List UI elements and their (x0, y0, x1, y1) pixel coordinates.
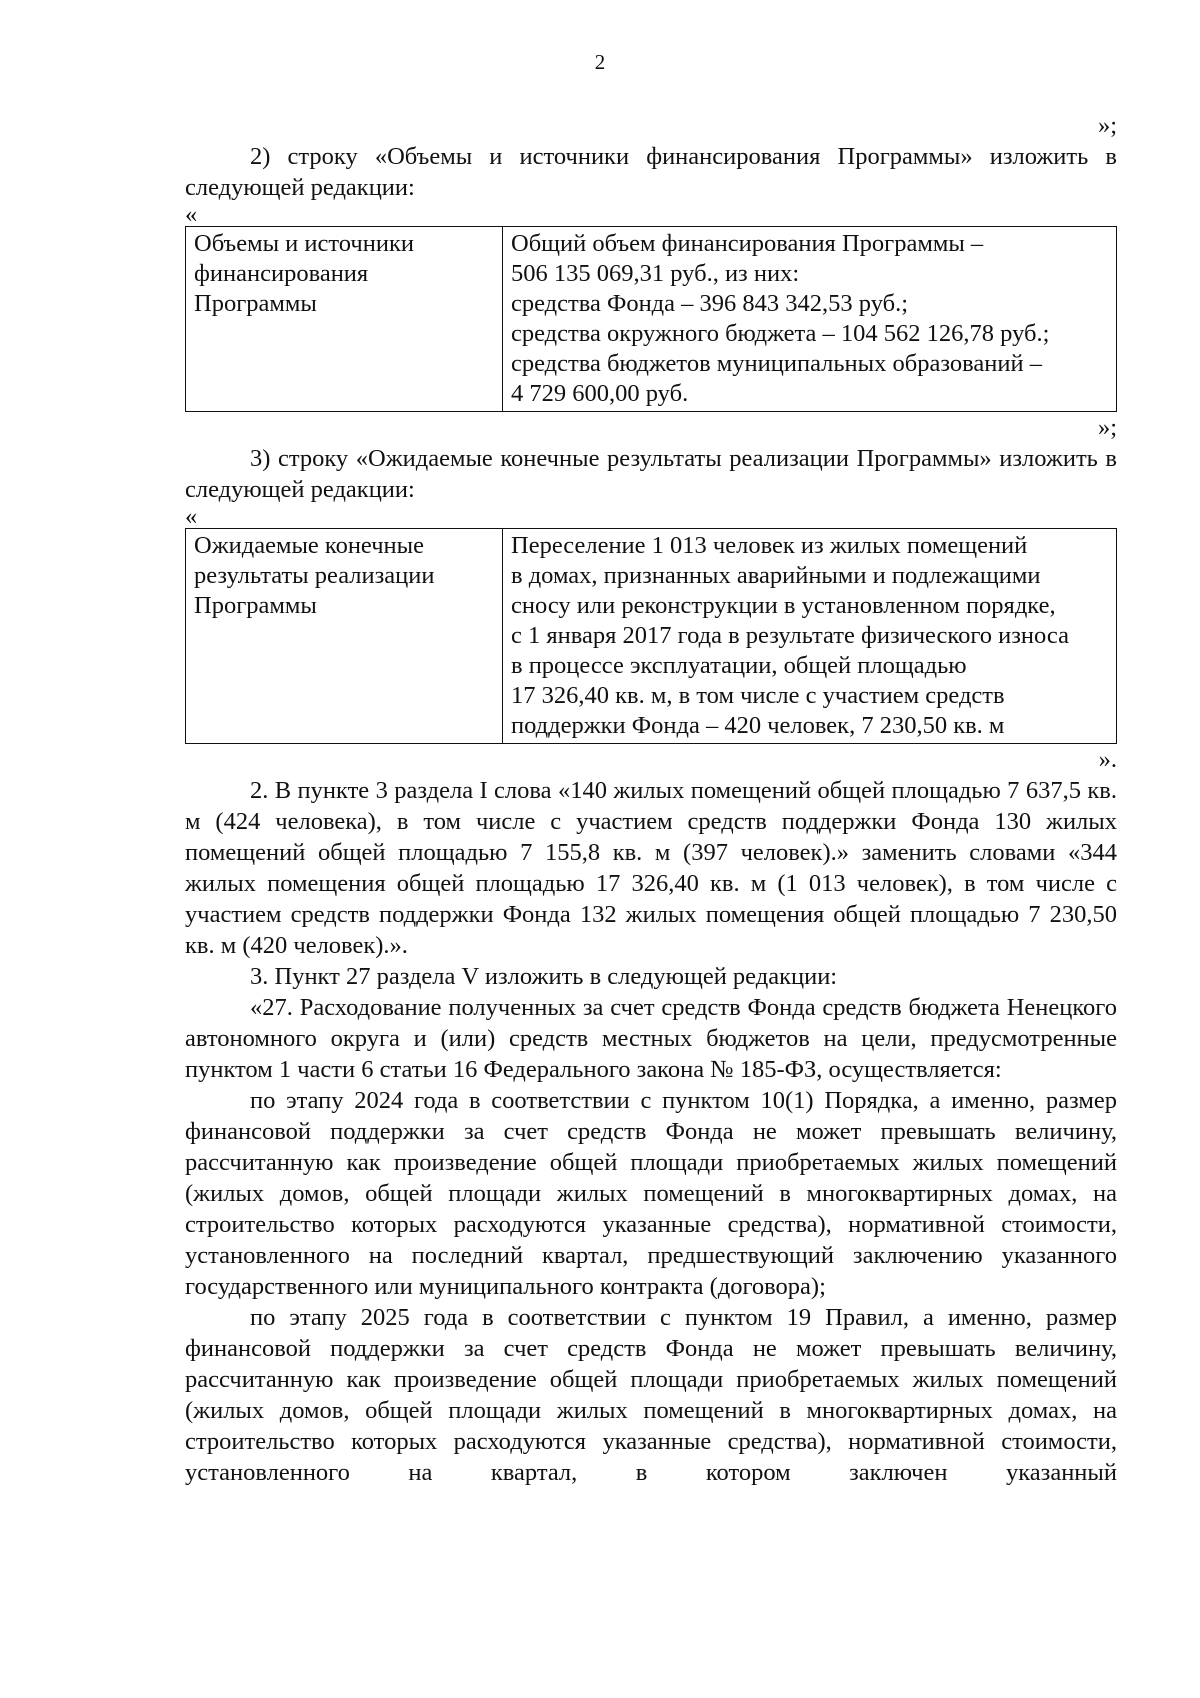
cell-line: Переселение 1 013 человек из жилых помещений (511, 532, 1028, 559)
paragraph-item-3: 3) строку «Ожидаемые конечные результаты реализации Программы» изложить в следующей редакции: (185, 445, 1117, 503)
cell-line: 506 135 069,31 руб., из них: (511, 260, 800, 287)
table-row (186, 529, 1117, 744)
cell-line: Общий объем финансирования Программы – (511, 230, 984, 257)
page-number: 2 (594, 50, 606, 74)
table-cell-value (503, 227, 1117, 412)
cell-line: Программы (194, 290, 317, 317)
cell-line: Ожидаемые конечные (194, 532, 424, 559)
table-cell-label (186, 529, 503, 744)
cell-line: 17 326,40 кв. м, в том числе с участием средств (511, 682, 1005, 709)
paragraph-point-2: 2. В пункте 3 раздела I слова «140 жилых помещений общей площадью 7 637,5 кв. м (424 человека), в том числе с участием средств поддержки Фонда 130 жилых помещений общей площадью 7 155,8 кв. м (397 человек).» заменить словами «344 жилых помещения общей площадью 17 326,40 кв. м (1 013 человек), в том числе с участием средств поддержки Фонда 132 жилых помещения общей площадью 7 230,50 кв. м (420 человек).». (185, 777, 1117, 959)
opening-quote: « (185, 201, 198, 228)
results-table (185, 528, 1117, 744)
table-row (186, 227, 1117, 412)
paragraph-stage-2025: по этапу 2025 года в соответствии с пунктом 19 Правил, а именно, размер финансовой поддержки за счет средств Фонда не может превышать величину, рассчитанную как произведение общей площади приобретаемых жилых помещений (жилых домов, общей площади жилых помещений в многоквартирных домах, на строительство которых расходуются указанные средства), нормативной стоимости, установленного на квартал, в котором заключен указанный (185, 1304, 1117, 1486)
cell-line: с 1 января 2017 года в результате физического износа (511, 622, 1069, 649)
paragraph-stage-2024: по этапу 2024 года в соответствии с пунктом 10(1) Порядка, а именно, размер финансовой поддержки за счет средств Фонда не может превышать величину, рассчитанную как произведение общей площади приобретаемых жилых помещений (жилых домов, общей площади жилых помещений в многоквартирных домах, на строительство которых расходуются указанные средства), нормативной стоимости, установленного на последний квартал, предшествующий заключению указанного государственного или муниципального контракта (договора); (185, 1087, 1117, 1300)
closing-quote: »; (1097, 414, 1117, 441)
cell-line: 4 729 600,00 руб. (511, 380, 689, 407)
cell-line: финансирования (194, 260, 369, 287)
cell-line: средства Фонда – 396 843 342,53 руб.; (511, 290, 909, 317)
cell-line: Объемы и источники (194, 230, 414, 257)
table-cell-label (186, 227, 503, 412)
paragraph-point-3: 3. Пункт 27 раздела V изложить в следующей редакции: (250, 963, 838, 990)
cell-line: Программы (194, 592, 317, 619)
financing-table (185, 226, 1117, 412)
cell-line: средства окружного бюджета – 104 562 126,78 руб.; (511, 320, 1050, 347)
document-body (185, 110, 1117, 1488)
closing-quote: ». (1098, 746, 1117, 773)
paragraph-clause-27: «27. Расходование полученных за счет средств Фонда средств бюджета Ненецкого автономного округа и (или) средств местных бюджетов на цели, предусмотренные пунктом 1 части 6 статьи 16 Федерального закона № 185-ФЗ, осуществляется: (185, 994, 1117, 1083)
cell-line: в процессе эксплуатации, общей площадью (511, 652, 967, 679)
closing-quote: »; (1097, 112, 1117, 139)
opening-quote: « (185, 503, 198, 530)
cell-line: результаты реализации (194, 562, 435, 589)
cell-line: в домах, признанных аварийными и подлежащими (511, 562, 1041, 589)
cell-line: средства бюджетов муниципальных образований – (511, 350, 1042, 377)
paragraph-item-2: 2) строку «Объемы и источники финансирования Программы» изложить в следующей редакции: (185, 143, 1117, 201)
table-cell-value (503, 529, 1117, 744)
cell-line: сносу или реконструкции в установленном порядке, (511, 592, 1056, 619)
cell-line: поддержки Фонда – 420 человек, 7 230,50 кв. м (511, 712, 1005, 739)
